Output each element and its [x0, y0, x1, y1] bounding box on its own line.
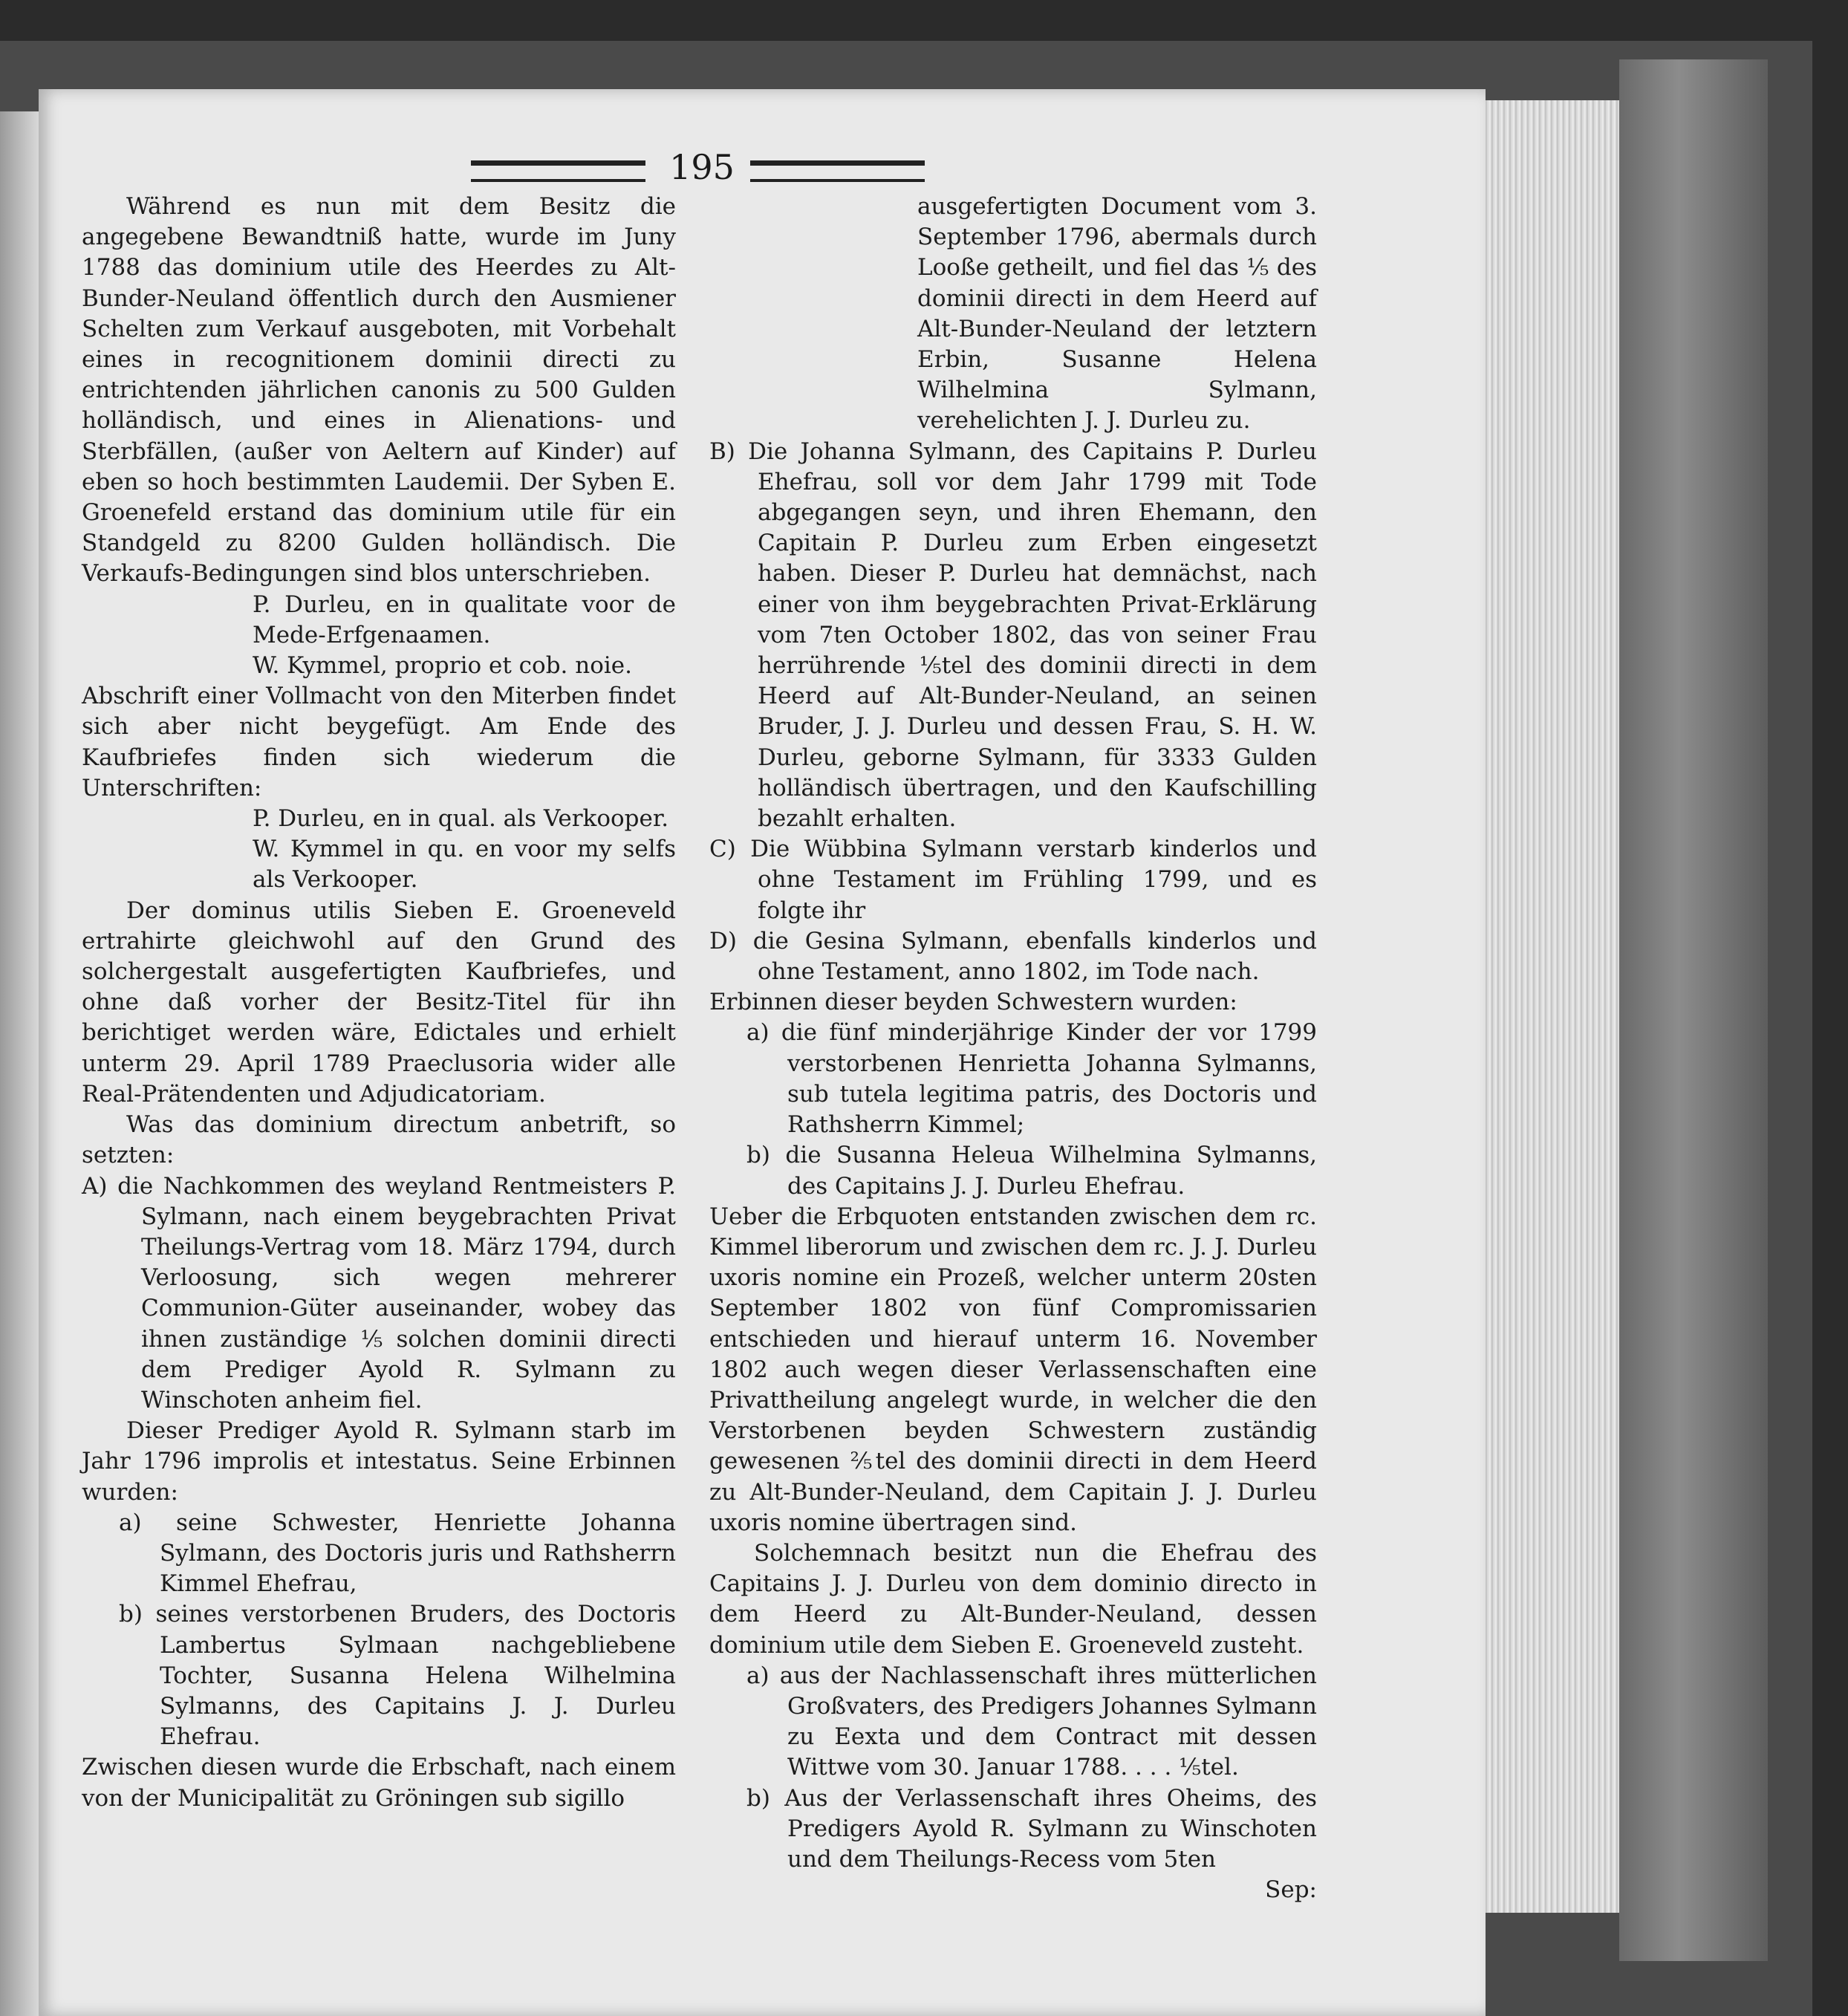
paragraph: Der dominus utilis Sieben E. Groeneveld ertrahirte gleichwohl auf den Grund des solchergestalt ausgefertigten Kaufbriefes, und ohne daß vorher der Besitz-Titel für ihn berichtiget werden wäre, Edictales und erhielt unterm 29. April 1789 Praeclusoria wider alle Real-Prätendenten und Adjudicatoriam.	[82, 897, 676, 1108]
list-item: b) Aus der Verlassenschaft ihres Oheims, des Predigers Ayold R. Sylmann zu Winschoten und dem Theilungs-Recess vom 5ten	[746, 1784, 1317, 1873]
signature: W. Kymmel in qu. en voor my selfs als Verkooper.	[253, 836, 676, 894]
left-text-column	[82, 192, 676, 1814]
list-item: D) die Gesina Sylmann, ebenfalls kinderlos und ohne Testament, anno 1802, im Tode nach.	[709, 927, 1317, 986]
paragraph: Was das dominium directum anbetrift, so setzten:	[82, 1111, 676, 1169]
paragraph: Dieser Prediger Ayold R. Sylmann starb im Jahr 1796 improlis et intestatus. Seine Erbinnen wurden:	[82, 1417, 676, 1506]
header-rule-right	[750, 160, 925, 182]
paragraph: Erbinnen dieser beyden Schwestern wurden:	[709, 989, 1237, 1016]
facing-page-edge	[0, 111, 41, 2016]
page-number: 195	[669, 147, 735, 187]
paragraph: Ueber die Erbquoten entstanden zwischen dem rc. Kimmel liberorum und zwischen dem rc. J. J. Durleu uxoris nomine ein Prozeß, welcher unterm 20sten September 1802 von fünf Compromissarien entschieden und hierauf unterm 16. November 1802 auch wegen dieser Verlassenschaften eine Privattheilung angelegt wurde, in welcher die den Verstorbenen beyden Schwestern zuständig gewesenen ⅖tel des dominii directi in dem Heerd zu Alt-Bunder-Neuland, dem Capitain J. J. Durleu uxoris nomine übertragen sind.	[709, 1203, 1317, 1536]
right-text-column	[709, 192, 1317, 1905]
page-fore-edge	[1482, 100, 1619, 1913]
list-item: A) die Nachkommen des weyland Rentmeisters P. Sylmann, nach einem beygebrachten Privat Theilungs-Vertrag vom 18. März 1794, durch Verloosung, sich wegen mehrerer Communion-Güter auseinander, wobey das ihnen zuständige ⅕ solchen dominii directi dem Prediger Ayold R. Sylmann zu Winschoten anheim fiel.	[82, 1172, 676, 1414]
header-rule-left	[471, 160, 645, 182]
page-header	[461, 147, 980, 192]
signature: P. Durleu, en in qual. als Verkooper.	[253, 805, 669, 833]
paragraph: Solchemnach besitzt nun die Ehefrau des Capitains J. J. Durleu von dem dominio directo in dem Heerd zu Alt-Bunder-Neuland, dessen dominium utile dem Sieben E. Groeneveld zusteht.	[709, 1539, 1317, 1659]
list-item: b) seines verstorbenen Bruders, des Doctoris Lambertus Sylmaan nachgebliebene Tochter, Susanna Helena Wilhelmina Sylmanns, des Capitains J. J. Durleu Ehefrau.	[119, 1601, 676, 1751]
paragraph: Abschrift einer Vollmacht von den Miterben findet sich aber nicht beygefügt. Am Ende des Kaufbriefes finden sich wiederum die Unterschriften:	[82, 683, 676, 801]
signature: P. Durleu, en in qualitate voor de Mede-Erfgenaamen.	[253, 591, 676, 648]
paragraph: Während es nun mit dem Besitz die angegebene Bewandtniß hatte, wurde im Juny 1788 das dominium utile des Heerdes zu Alt-Bunder-Neuland öffentlich durch den Ausmiener Schelten zum Verkauf ausgeboten, mit Vorbehalt eines in recognitionem dominii directi zu entrichtenden jährlichen canonis zu 500 Gulden holländisch, und eines in Alienations- und Sterbfällen, (außer von Aeltern auf Kinder) auf eben so hoch bestimmten Laudemii. Der Syben E. Groenefeld erstand das dominium utile für ein Standgeld zu 8200 Gulden holländisch. Die Verkaufs-Bedingungen sind blos unterschrieben.	[82, 193, 676, 588]
list-item: C) Die Wübbina Sylmann verstarb kinderlos und ohne Testament im Frühling 1799, und es folgte ihr	[709, 836, 1317, 924]
paragraph: Zwischen diesen wurde die Erbschaft, nach einem von der Municipalität zu Gröningen sub sigillo	[82, 1754, 676, 1812]
list-item: a) aus der Nachlassenschaft ihres mütterlichen Großvaters, des Predigers Johannes Sylmann zu Eexta und dem Contract mit dessen Wittwe vom 30. Januar 1788. . . . ⅕tel.	[746, 1662, 1317, 1781]
signature: W. Kymmel, proprio et cob. noie.	[253, 652, 633, 680]
list-item: b) die Susanna Heleua Wilhelmina Sylmanns, des Capitains J. J. Durleu Ehefrau.	[746, 1142, 1317, 1200]
list-item: a) die fünf minderjährige Kinder der vor 1799 verstorbenen Henrietta Johanna Sylmanns, sub tutela legitima patris, des Doctoris und Rathsherrn Kimmel;	[746, 1019, 1317, 1139]
list-item: a) seine Schwester, Henriette Johanna Sylmann, des Doctoris juris und Rathsherrn Kimmel Ehefrau,	[119, 1509, 676, 1598]
catchword: Sep:	[1265, 1876, 1317, 1904]
paragraph: ausgefertigten Document vom 3. September 1796, abermals durch Looße getheilt, und fiel das ⅕ des dominii directi in dem Heerd auf Alt-Bunder-Neuland der letztern Erbin, Susanne Helena Wilhelmina Sylmann, verehelichten J. J. Durleu zu.	[917, 193, 1317, 435]
list-item: B) Die Johanna Sylmann, des Capitains P. Durleu Ehefrau, soll vor dem Jahr 1799 mit Tode abgegangen seyn, und ihren Ehemann, den Capitain P. Durleu zum Erben eingesetzt haben. Dieser P. Durleu hat demnächst, nach einer von ihm beygebrachten Privat-Erklärung vom 7ten October 1802, das von seiner Frau herrührende ⅕tel des dominii directi in dem Heerd auf Alt-Bunder-Neuland, an seinen Bruder, J. J. Durleu und dessen Frau, S. H. W. Durleu, geborne Sylmann, für 3333 Gulden holländisch übertragen, und den Kaufschilling bezahlt erhalten.	[709, 438, 1317, 833]
book-binding	[1619, 59, 1768, 1961]
